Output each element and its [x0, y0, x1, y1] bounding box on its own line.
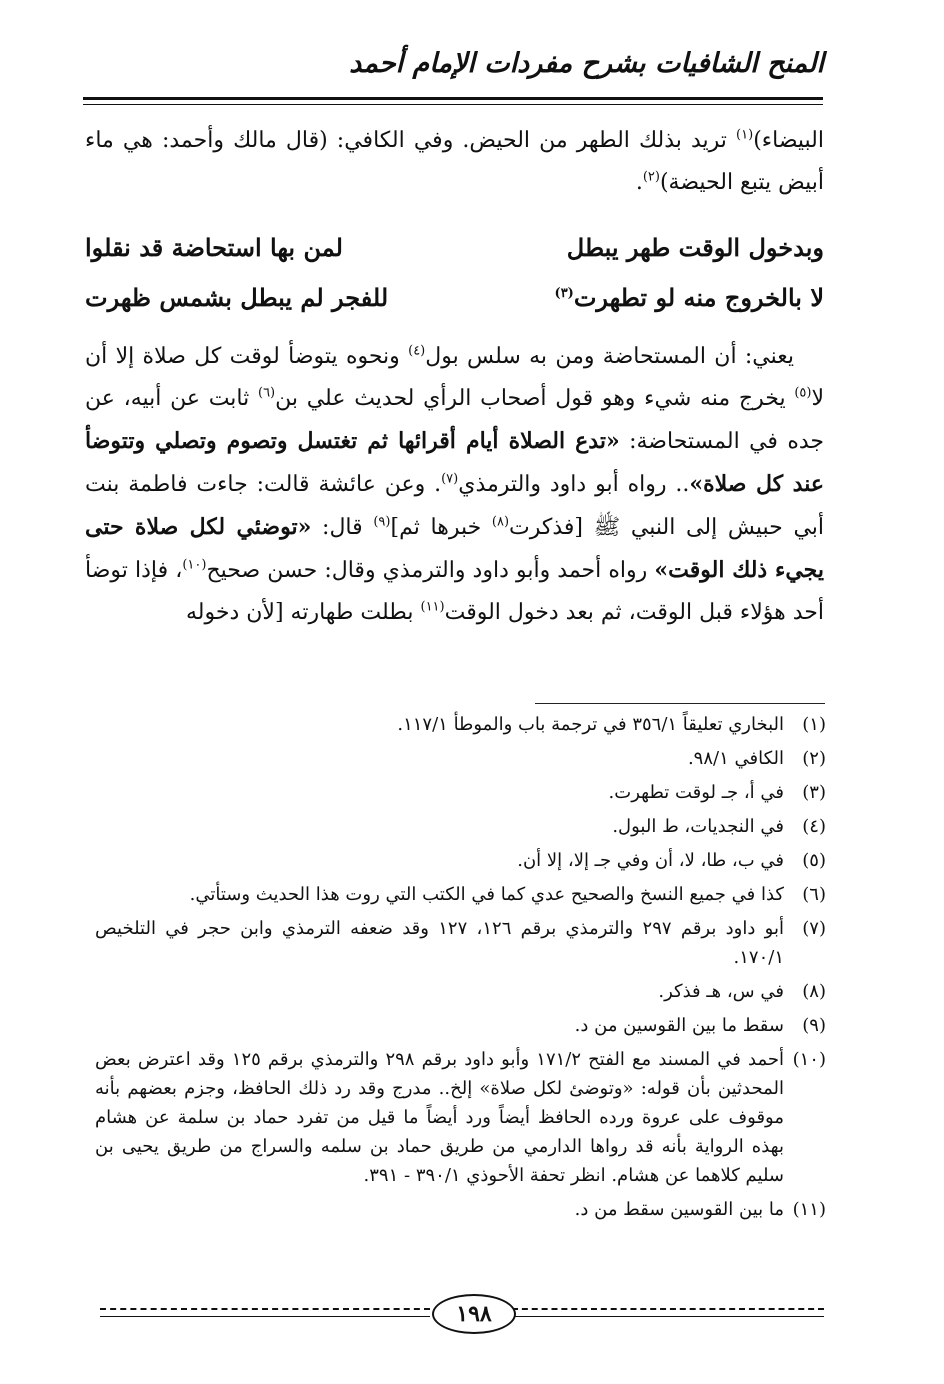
- footnote-ref-2[interactable]: (٢): [642, 169, 660, 185]
- footnote-number: (٣): [802, 782, 826, 803]
- intro-text-end: .: [635, 170, 643, 195]
- verse-row: [85, 222, 824, 272]
- footnote-item: [95, 744, 826, 773]
- footnote-text: ما بين القوسين سقط من د.: [574, 1199, 784, 1220]
- footnote-number: (١١): [792, 1199, 826, 1220]
- footnote-ref-10[interactable]: (١٠): [182, 557, 207, 573]
- footnote-item: [95, 1195, 826, 1224]
- footnote-ref-11[interactable]: (١١): [420, 599, 445, 615]
- footnote-text: الكافي ٩٨/١.: [687, 748, 784, 769]
- intro-text-1: البيضاء): [753, 128, 824, 153]
- footnote-number: (٦): [802, 884, 826, 905]
- footnote-ref-4[interactable]: (٤): [408, 343, 426, 359]
- footnote-number: (٨): [802, 981, 826, 1002]
- footnote-ref-1[interactable]: (١): [736, 127, 754, 143]
- main-text: بطلت طهارته [لأن دخوله: [186, 600, 421, 625]
- footnote-text: في أ، جـ لوقت تطهرت.: [608, 782, 784, 803]
- footnote-item: [95, 710, 826, 739]
- footnote-item: [95, 914, 826, 972]
- footnote-text: في ب، طا، لا، أن وفي جـ إلا، إلا أن.: [517, 850, 784, 871]
- main-text: ، فإذا توضأ أحد هؤلاء قبل الوقت، ثم بعد دخول الوقت: [85, 558, 824, 625]
- verse-hemistich-right: وبدخول الوقت طهر يبطل: [566, 232, 824, 262]
- footer-rule-right-thin: [512, 1316, 824, 1317]
- footer-rule-left: [100, 1308, 430, 1310]
- footnote-number: (٢): [802, 748, 826, 769]
- footnote-text: كذا في جميع النسخ والصحيح عدي كما في الكتب التي روت هذا الحديث وستأتي.: [189, 884, 784, 905]
- footnote-number: (٧): [802, 918, 826, 939]
- intro-text-2: تريد بذلك الطهر من الحيض. وفي الكافي: (قال مالك وأحمد: هي ماء أبيض يتبع الحيضة): [85, 128, 824, 195]
- main-text: يخرج منه شيء وهو قول أصحاب الرأي لحديث علي بن: [275, 386, 795, 411]
- footnote-number: (١): [802, 714, 826, 735]
- verse-hemistich-left: للفجر لم يبطل بشمس ظهرت: [85, 282, 389, 312]
- footnote-text: في س، هـ فذكر.: [658, 981, 784, 1002]
- footnote-item: [95, 977, 826, 1006]
- footnote-item: [95, 1011, 826, 1040]
- main-text: يعني: أن المستحاضة ومن به سلس بول: [425, 344, 794, 369]
- footnote-number: (٤): [802, 816, 826, 837]
- footnote-ref-6[interactable]: (٦): [257, 385, 276, 401]
- main-paragraph: [85, 336, 824, 634]
- main-text: قال:: [311, 515, 374, 540]
- footnote-ref-9[interactable]: (٩): [373, 514, 391, 530]
- main-text: خبرها ثم]: [390, 515, 492, 540]
- footnote-item: [95, 880, 826, 909]
- footer-rule-right: [512, 1308, 824, 1310]
- running-header: المنح الشافيات بشرح مفردات الإمام أحمد: [349, 48, 824, 79]
- footnotes: [95, 710, 826, 1229]
- hadith-quote-2: «توضئي لكل صلاة حتى يجيء ذلك الوقت»: [85, 514, 825, 583]
- footnote-ref-8[interactable]: (٨): [491, 514, 510, 530]
- footnote-item: [95, 1045, 826, 1190]
- main-text: ثابت عن أبيه، عن جده في المستحاضة:: [85, 386, 824, 454]
- footnote-text: أحمد في المسند مع الفتح ١٧١/٢ وأبو داود برقم ٢٩٨ والترمذي برقم ١٢٥ وقد اعترض بعض المحدثين بأن قوله: «وتوضئ لكل صلاة» إلخ.. مدرج وقد رد ذلك الحافظ، وجزم بعضهم بأنه موقوف على عروة ورده الحافظ أيضاً ورد أيضاً ما قيل من تفرد حماد بن سلمة عن هشام بهذه الرواية بأنه قد رواها الدارمي من طريق حماد بن سلمه والسراج من طريق يحيى بن سليم كلاهما عن هشام. انظر تحفة الأحوذي ٣٩٠/١ - ٣٩١.: [95, 1049, 785, 1186]
- footnote-ref-7[interactable]: (٧): [441, 471, 459, 487]
- footnote-text: سقط ما بين القوسين من د.: [574, 1015, 784, 1036]
- header-rule-thin: [83, 104, 823, 105]
- footnote-ref-5[interactable]: (٥): [794, 385, 812, 401]
- footnote-text: أبو داود برقم ٢٩٧ والترمذي برقم ١٢٦، ١٢٧ وقد ضعفه الترمذي وابن حجر في التلخيص ١٧٠/١.: [95, 918, 784, 968]
- footnote-item: [95, 778, 826, 807]
- footer-rule-left-thin: [100, 1316, 430, 1317]
- footnote-number: (٩): [802, 1015, 826, 1036]
- main-text: رواه أحمد وأبو داود والترمذي وقال: حسن صحيح: [206, 558, 655, 583]
- hadith-quote-1: «تدع الصلاة أيام أقرائها ثم تغتسل وتصوم وتصلي وتتوضأ عند كل صلاة»: [85, 428, 824, 497]
- verse-row: [85, 272, 824, 322]
- footnote-item: [95, 812, 826, 841]
- main-text: ونحوه يتوضأ لوقت كل صلاة إلا أن لا: [85, 344, 825, 411]
- poem-verses: [85, 222, 824, 322]
- footnote-ref-3[interactable]: (٣): [554, 285, 574, 301]
- header-rule-thick: [83, 97, 823, 100]
- footnote-number: (٥): [802, 850, 826, 871]
- page-number: ١٩٨: [432, 1294, 516, 1334]
- verse-hemistich-left: لمن بها استحاضة قد نقلوا: [85, 232, 343, 262]
- footnote-separator: [535, 703, 825, 704]
- main-text: .. رواه أبو داود والترمذي: [458, 472, 690, 497]
- footnote-text: البخاري تعليقاً ٣٥٦/١ في ترجمة باب والموطأ ١١٧/١.: [397, 714, 784, 735]
- intro-paragraph: [85, 120, 824, 204]
- footnote-number: (١٠): [792, 1049, 826, 1070]
- footnote-item: [95, 846, 826, 875]
- footnote-text: في النجديات، ط البول.: [612, 816, 784, 837]
- verse-hemistich-right: لا بالخروج منه لو تطهرت$^{(٣)}$: [554, 282, 824, 312]
- main-text: . وعن عائشة قالت: جاءت فاطمة بنت أبي حبيش إلى النبي ﷺ [فذكرت: [85, 472, 825, 540]
